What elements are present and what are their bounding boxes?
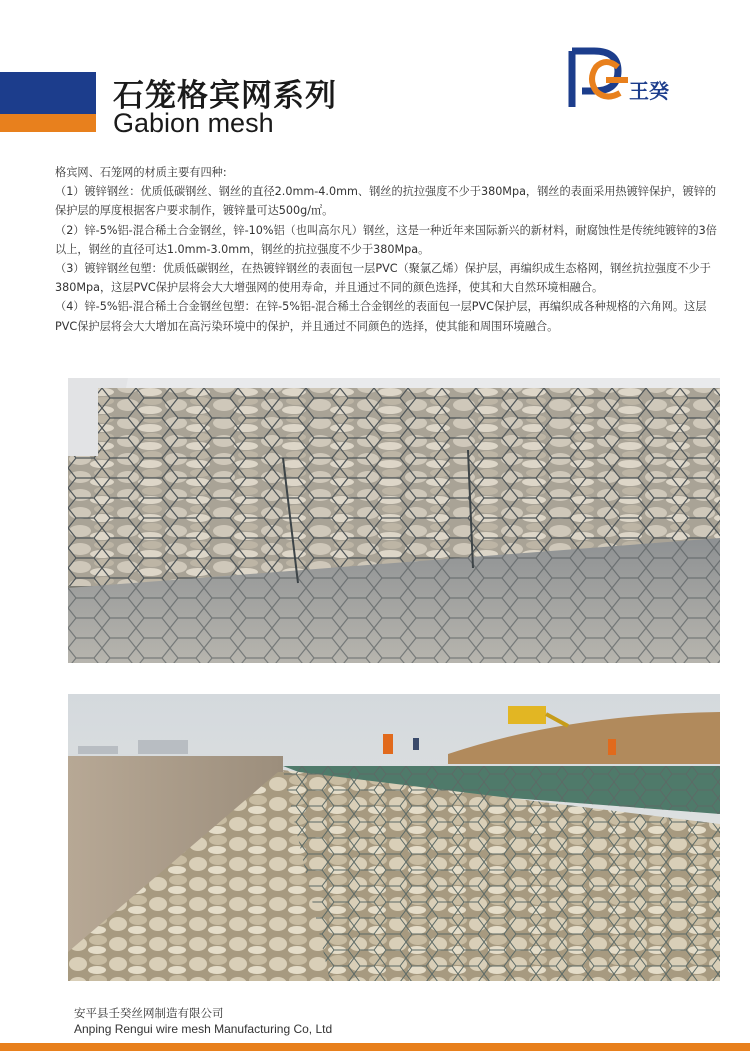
header-blue-bar	[0, 72, 96, 114]
logo-text: 王癸	[629, 79, 669, 103]
material-paragraph-2: （2）锌-5%铝-混合稀土合金钢丝，锌-10%铝（也叫高尔凡）钢丝，这是一种近年来国际新兴的新材料，耐腐蚀性是传统纯镀锌的3倍以上，钢丝的直径可达1.0mm-3.0mm，钢丝的抗拉强度不少于380Mpa。	[55, 223, 717, 256]
material-paragraph-3: （3）镀锌钢丝包塑：优质低碳钢丝，在热镀锌钢丝的表面包一层PVC（聚氯乙烯）保护层，再编织成生态格网，钢丝抗拉强度不少于380Mpa，这层PVC保护层将会大大增强网的使用寿命，并且通过不同的颜色选择，使其和大自然环境相融合。	[55, 262, 711, 295]
intro-lead: 格宾网、石笼网的材质主要有四种:	[55, 166, 227, 179]
company-name-cn: 安平县壬癸丝网制造有限公司	[74, 1006, 224, 1020]
gabion-wall-photo	[68, 378, 720, 663]
header-orange-bar	[0, 114, 96, 132]
page-title-cn: 石笼格宾网系列	[113, 78, 337, 114]
footer-orange-bar	[0, 1043, 750, 1051]
material-paragraph-4: （4）锌-5%铝-混合稀土合金钢丝包塑：在锌-5%铝-混合稀土合金钢丝的表面包一层PVC保护层，再编织成各种规格的六角网。这层PVC保护层将会大大增加在高污染环境中的保护，并且通过不同颜色的选择，使其能和周围环境融合。	[55, 300, 707, 333]
material-paragraph-1: （1）镀锌钢丝：优质低碳钢丝、钢丝的直径2.0mm-4.0mm、钢丝的抗拉强度不少于380Mpa，钢丝的表面采用热镀锌保护，镀锌的保护层的厚度根据客户要求制作，镀锌量可达500g/㎡。	[55, 185, 717, 218]
company-name-en: Anping Rengui wire mesh Manufacturing Co, Ltd	[74, 1022, 333, 1036]
intro-text	[55, 163, 723, 336]
page-title-en: Gabion mesh	[113, 108, 274, 138]
riverbank-gabion-photo	[68, 694, 720, 981]
